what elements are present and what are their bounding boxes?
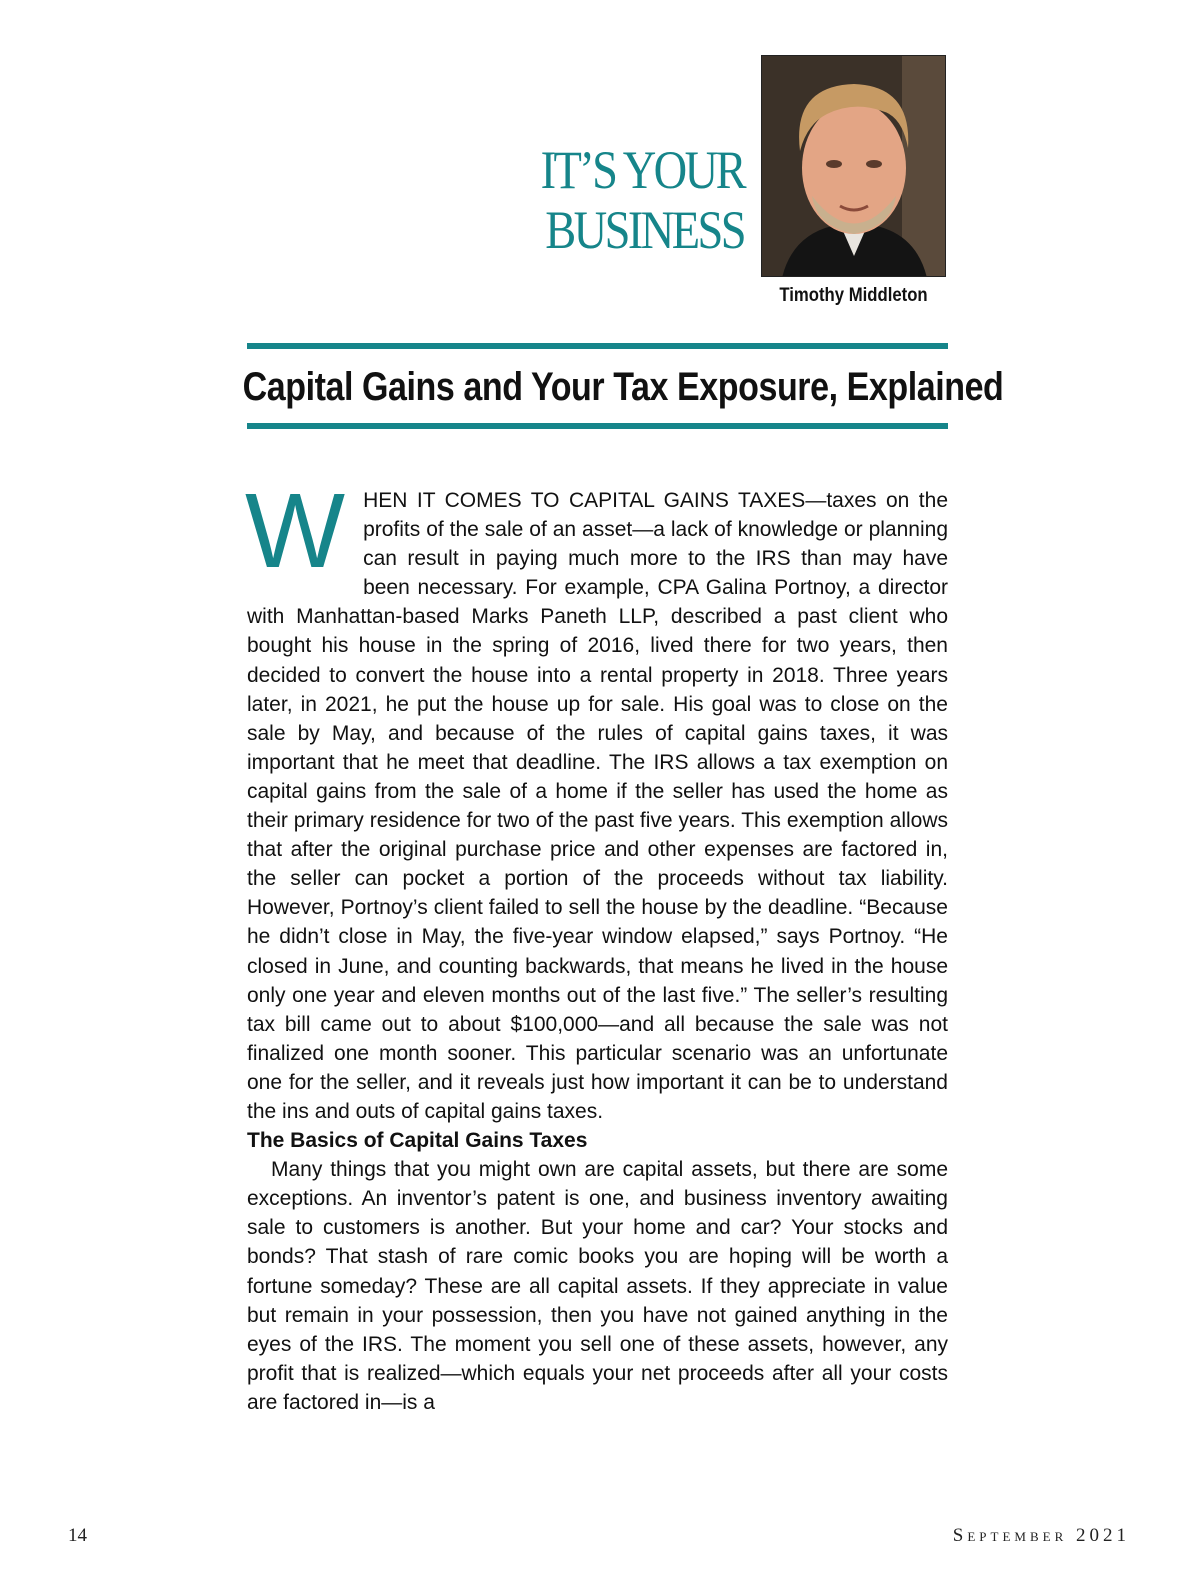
headline-bottom-rule	[247, 423, 948, 429]
author-photo	[761, 55, 946, 277]
intro-paragraph	[245, 472, 948, 1126]
column-title	[508, 140, 744, 260]
column-title-line-1: IT’S YOUR	[540, 140, 744, 200]
column-title-line-2: BUSINESS	[545, 200, 744, 260]
author-name: Timothy Middleton	[779, 285, 928, 306]
issue-date: September 2021	[952, 1525, 1130, 1546]
intro-text: —taxes on the profits of the sale of an asset—a lack of knowledge or planning can result in paying much more to the IRS than may have been necessary. For example, CPA Galina Portnoy, a director with Manhattan-based Marks Paneth LLP, described a past client who bought his house in the spring of 2016, lived there for two years, then decided to convert the house into a rental property in 2018. Three years later, in 2021, he put the house up for sale. His goal was to close on the sale by May, and because of the rules of capital gains taxes, it was important that he meet that deadline. The IRS allows a tax exemption on capital gains from the sale of a home if the seller has used the home as their primary residence for two of the past five years. This exemption allows that after the original purchase price and other expenses are factored in, the seller can pocket a portion of the proceeds without tax liability. However, Portnoy’s client failed to sell the house by the deadline. “Because he didn’t close in May, the five-year window elapsed,” says Portnoy. “He closed in June, and counting backwards, that means he lived in the house only one year and eleven months out of the last five.” The seller’s resulting tax bill came out to about $100,000—and all because the sale was not finalized one month sooner. This particular scenario was an unfortunate one for the seller, and it reveals just how important it can be to understand the ins and outs of capital gains taxes.	[247, 489, 948, 1123]
drop-cap: W	[245, 472, 346, 590]
article-body	[245, 472, 948, 1417]
headline-top-rule	[247, 343, 948, 349]
section-paragraph: Many things that you might own are capital assets, but there are some exceptions. An inventor’s patent is one, and business inventory awaiting sale to customers is another. But your home and car? Your stocks and bonds? That stash of rare comic books you are hoping will be worth a fortune someday? These are all capital assets. If they appreciate in value but remain in your possession, then you have not gained anything in the eyes of the IRS. The moment you sell one of these assets, however, any profit that is realized—which equals your net proceeds after all your costs are factored in—is a	[247, 1158, 948, 1414]
lead-in-caps: HEN IT COMES TO CAPITAL GAINS TAXES	[363, 489, 806, 512]
page-number: 14	[68, 1525, 87, 1546]
article-headline: Capital Gains and Your Tax Exposure, Explained	[242, 365, 1004, 409]
section-heading: The Basics of Capital Gains Taxes	[247, 1129, 588, 1153]
